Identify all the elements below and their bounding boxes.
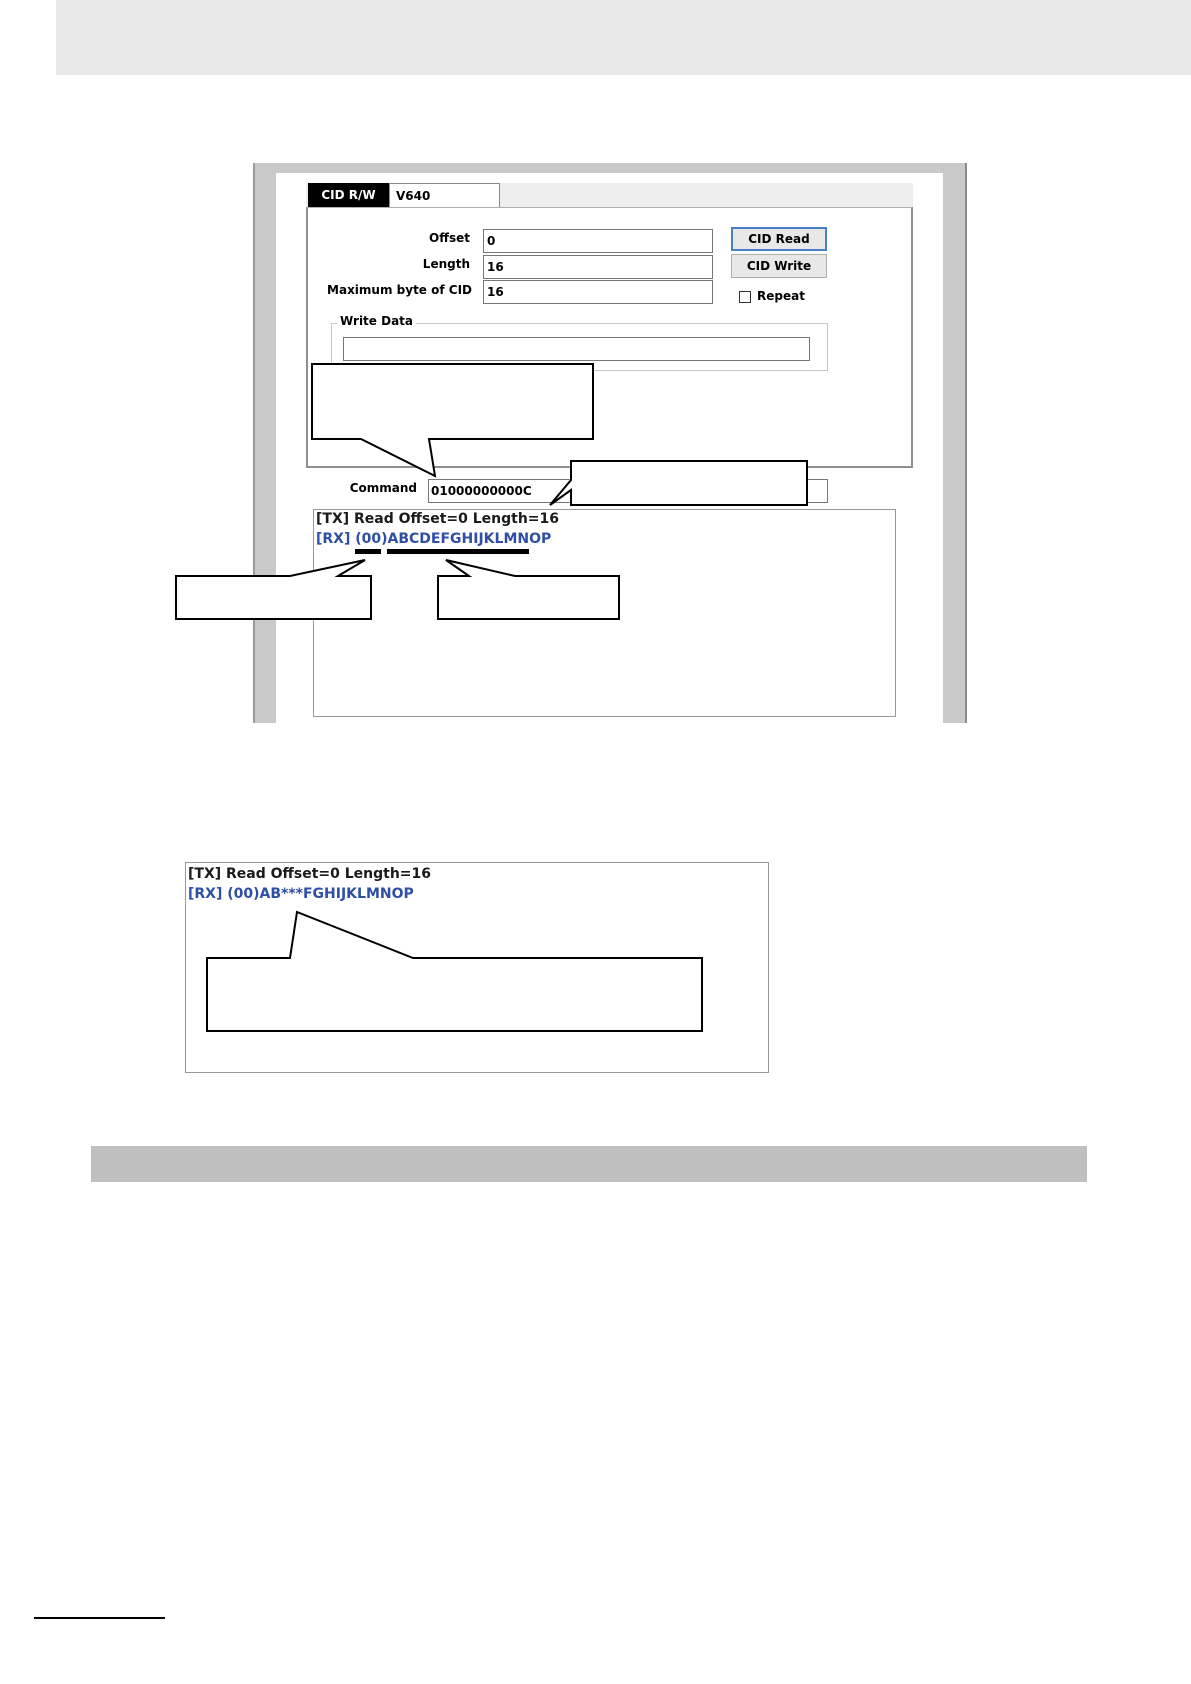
window-frame-right	[943, 163, 967, 723]
tab-cid-rw[interactable]: CID R/W	[308, 183, 389, 207]
write-data-label: Write Data	[337, 314, 416, 328]
example-rx-line: [RX] (00)AB***FGHIJKLMNOP	[188, 886, 414, 902]
command-input[interactable]: 01000000000C	[428, 479, 828, 503]
cid-read-button[interactable]: CID Read	[731, 227, 827, 251]
offset-input[interactable]: 0	[483, 229, 713, 253]
repeat-checkbox[interactable]	[739, 291, 751, 303]
section-heading-bar	[91, 1146, 1087, 1182]
window-frame-left	[253, 163, 276, 723]
cid-write-button[interactable]: CID Write	[731, 254, 827, 278]
max-byte-label: Maximum byte of CID	[327, 283, 472, 297]
command-label: Command	[349, 481, 417, 495]
length-label: Length	[422, 257, 470, 271]
repeat-label: Repeat	[757, 289, 805, 303]
status-code-underline	[355, 549, 381, 554]
log-tx-line: [TX] Read Offset=0 Length=16	[316, 511, 560, 527]
rx-data: ABCDEFGHIJKLMNOP	[387, 531, 552, 547]
window-frame-top	[253, 163, 967, 173]
tab-v640-command[interactable]: V640	[389, 183, 500, 207]
offset-label: Offset	[429, 231, 470, 245]
page-header-band	[56, 0, 1191, 75]
data-underline	[387, 549, 529, 554]
footer-rule	[34, 1617, 165, 1619]
rx-status-code: (00)	[355, 531, 388, 547]
length-input[interactable]: 16	[483, 255, 713, 279]
write-data-input[interactable]	[343, 337, 810, 361]
example-tx-line: [TX] Read Offset=0 Length=16	[188, 866, 432, 882]
log-rx-line	[316, 531, 551, 547]
max-byte-input[interactable]: 16	[483, 280, 713, 304]
rx-prefix: [RX]	[316, 531, 356, 547]
